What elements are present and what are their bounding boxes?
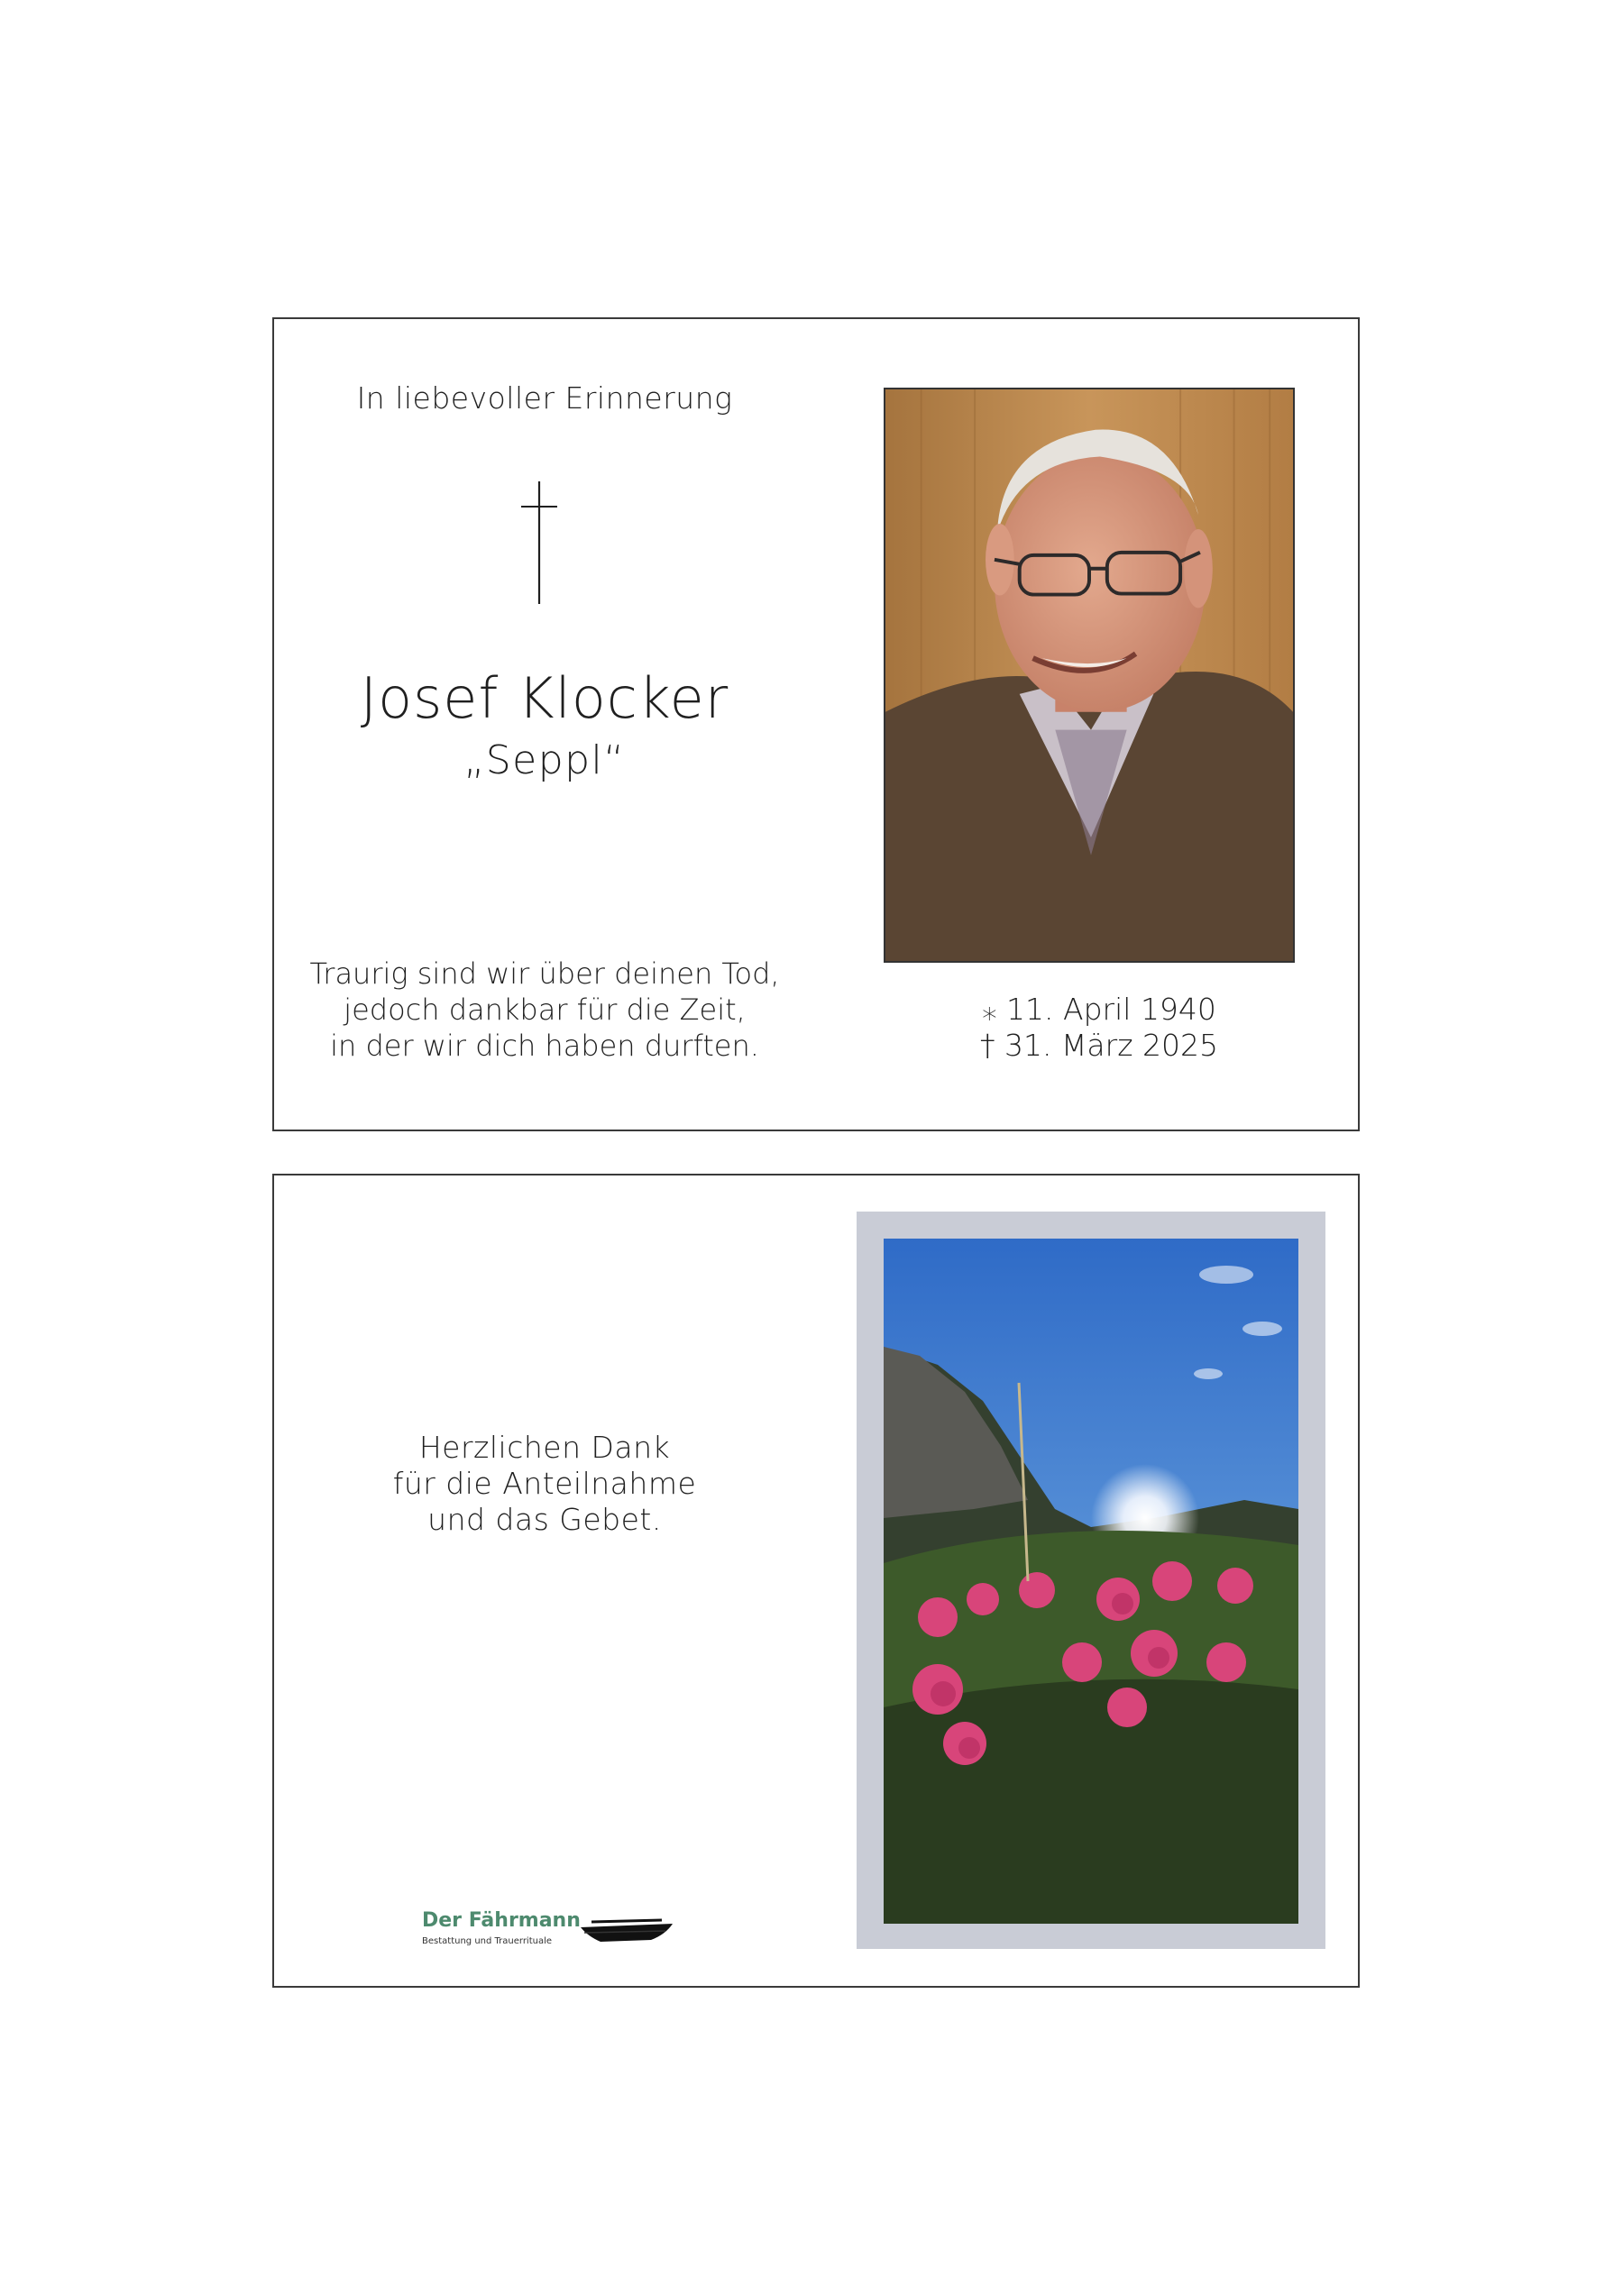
verse [301,956,788,1064]
boat-icon [579,1915,676,1947]
memorial-card-front [272,317,1360,1131]
deceased-nickname: „Seppl“ [463,737,626,783]
deceased-name: Josef Klocker [360,665,729,731]
portrait-photo [884,388,1295,963]
birth-date: ⁎ 11. April 1940 [982,992,1216,1027]
mountain-flowers-photo [884,1239,1298,1924]
verse-line: jedoch dankbar für die Zeit, [344,992,746,1027]
death-date: † 31. März 2025 [979,1028,1219,1063]
funeral-home-logo [422,1909,683,1954]
intro-text: In liebevoller Erinnerung [356,380,733,416]
thanks-line: für die Anteilnahme [392,1466,697,1501]
logo-tagline: Bestattung und Trauerrituale [422,1936,553,1946]
landscape-frame [857,1212,1325,1949]
thanks-text [328,1430,761,1538]
cross-icon [512,480,566,606]
verse-line: Traurig sind wir über deinen Tod, [309,956,780,991]
thanks-line: Herzlichen Dank [418,1430,671,1465]
life-dates [896,992,1302,1064]
memorial-card-back [272,1174,1360,1988]
logo-name: Der Fährmann [422,1909,581,1932]
verse-line: in der wir dich haben durften. [330,1029,759,1063]
thanks-line: und das Gebet. [427,1502,662,1537]
